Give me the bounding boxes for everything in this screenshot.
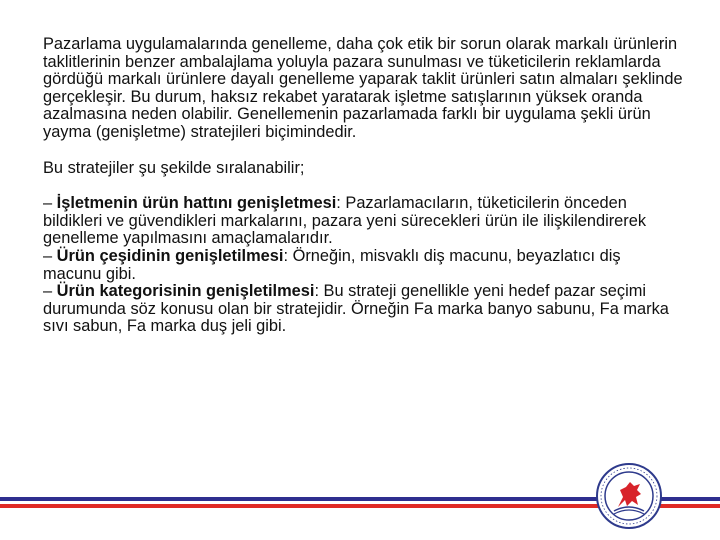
list-intro-paragraph: Bu stratejiler şu şekilde sıralanabilir; (43, 158, 305, 177)
list-item (43, 195, 683, 248)
list-item-text: : Örneğin, misvaklı diş macunu, beyazlatıcı diş macunu gibi. (43, 246, 621, 283)
intro-paragraph: Pazarlama uygulamalarında genelleme, daha çok etik bir sorun olarak markalı ürünlerin taklitlerinin benzer ambalajlama yoluyla pazara sunulması ve tüketicilerin reklamlarda gördüğü markalı ürünlere dayalı genelleme yaparak taklit ürünleri satın almaları şeklinde gerçekleşir. Bu durum, haksız rekabet yaratarak işletme satışlarının yüksek oranda azalmasına neden olabilir. Genellemenin pazarlamada farklı bir uygulama şekli ürün yayma (genişletme) stratejileri biçimindedir. (43, 35, 683, 141)
list-item-term: İşletmenin ürün hattını genişletmesi (56, 194, 337, 213)
list-item (43, 248, 683, 283)
slide-body (43, 36, 683, 336)
list-item (43, 283, 683, 336)
list-item-term: Ürün kategorisinin genişletilmesi (56, 282, 315, 301)
list-item-term: Ürün çeşidinin genişletilmesi (56, 246, 284, 265)
university-seal-icon (596, 463, 662, 529)
strategy-list (43, 195, 683, 336)
list-dash: – (43, 194, 57, 213)
list-item-text: : Pazarlamacıların, tüketicilerin önceden bildikleri ve güvendikleri markalarını, pazara yeni sürecekleri ürün ile ilişkilendirerek genelleme yapılmasını amaçlamalarıdır. (43, 194, 647, 248)
list-item-text: : Bu strateji genellikle yeni hedef pazar seçimi durumunda söz konusu olan bir stratejidir. Örneğin Fa marka banyo sabunu, Fa marka sıvı sabun, Fa marka duş jeli gibi. (43, 282, 669, 336)
list-dash: – (43, 282, 57, 301)
list-dash: – (43, 246, 57, 265)
